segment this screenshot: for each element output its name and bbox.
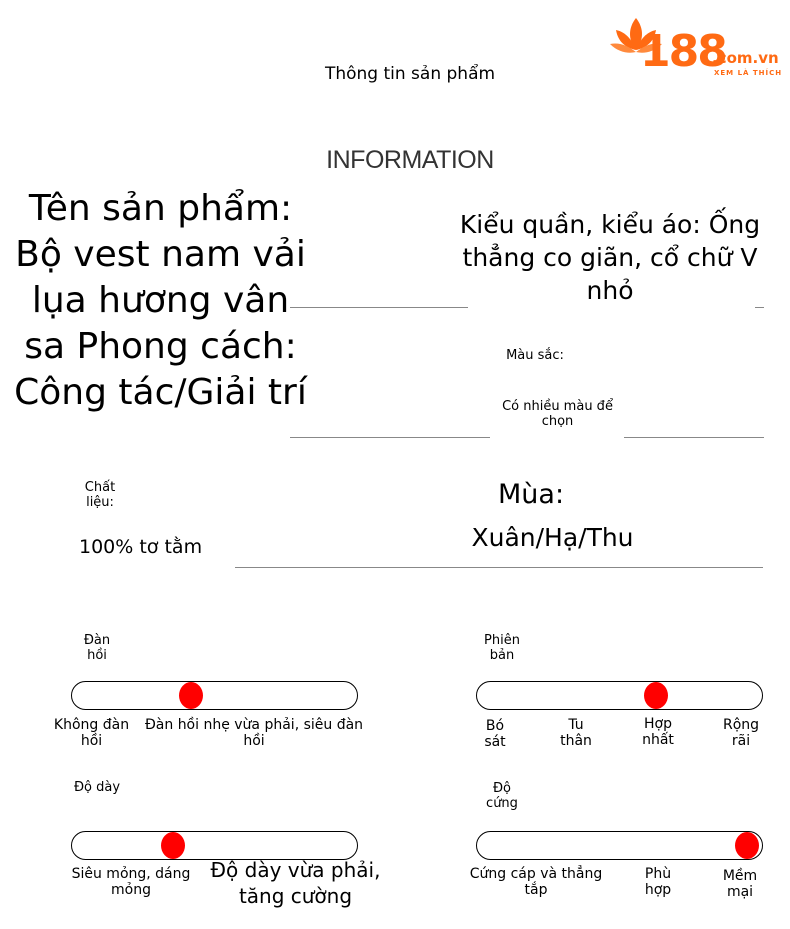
stiffness-tick: Phù hợp xyxy=(644,866,672,898)
version-track xyxy=(476,681,763,710)
version-indicator xyxy=(644,682,668,709)
brand-tagline: XEM LÀ THÍCH xyxy=(714,69,783,77)
divider xyxy=(235,567,763,568)
season-label: Mùa: xyxy=(498,479,565,510)
page-title: Thông tin sản phẩm xyxy=(324,64,496,84)
product-cut: Kiểu quần, kiểu áo: Ống thẳng co giãn, cổ chữ V nhỏ xyxy=(459,210,761,305)
elasticity-indicator xyxy=(179,682,203,709)
divider xyxy=(290,307,468,308)
color-label: Màu sắc: xyxy=(506,348,564,363)
version-tick: Hợp nhất xyxy=(642,716,674,748)
version-tick: Bó sát xyxy=(484,718,506,750)
stiffness-label: Độ cứng xyxy=(486,781,518,811)
divider xyxy=(290,437,490,438)
stiffness-indicator xyxy=(735,832,759,859)
stiffness-track xyxy=(476,831,763,860)
brand-domain: .com.vn xyxy=(712,49,779,67)
brand-number: 188 xyxy=(640,26,726,77)
elasticity-track xyxy=(71,681,358,710)
elasticity-tick: Không đàn hồi xyxy=(53,717,130,749)
information-heading: INFORMATION xyxy=(326,146,494,174)
color-value: Có nhiều màu để chọn xyxy=(502,399,613,429)
thickness-tick: Độ dày vừa phải, tăng cường xyxy=(210,858,381,908)
divider xyxy=(624,437,764,438)
elasticity-tick: Đàn hồi nhẹ vừa phải, siêu đàn hồi xyxy=(144,717,364,749)
thickness-label: Độ dày xyxy=(73,780,121,795)
version-label: Phiên bản xyxy=(484,633,520,663)
version-tick: Tu thân xyxy=(560,717,592,749)
elasticity-label: Đàn hồi xyxy=(83,633,111,663)
thickness-track xyxy=(71,831,358,860)
product-name-style: Tên sản phẩm: Bộ vest nam vải lụa hương vân sa Phong cách: Công tác/Giải trí xyxy=(14,188,307,413)
stiffness-tick: Cứng cáp và thẳng tắp xyxy=(469,866,603,898)
thickness-indicator xyxy=(161,832,185,859)
thickness-tick: Siêu mỏng, dáng mỏng xyxy=(71,866,191,898)
version-tick: Rộng rãi xyxy=(722,717,760,749)
material-label: Chất liệu: xyxy=(84,480,116,510)
stiffness-tick: Mềm mại xyxy=(722,868,758,900)
material-value: 100% tơ tằm xyxy=(79,536,203,558)
season-value: Xuân/Hạ/Thu xyxy=(471,523,634,552)
divider xyxy=(755,307,764,308)
